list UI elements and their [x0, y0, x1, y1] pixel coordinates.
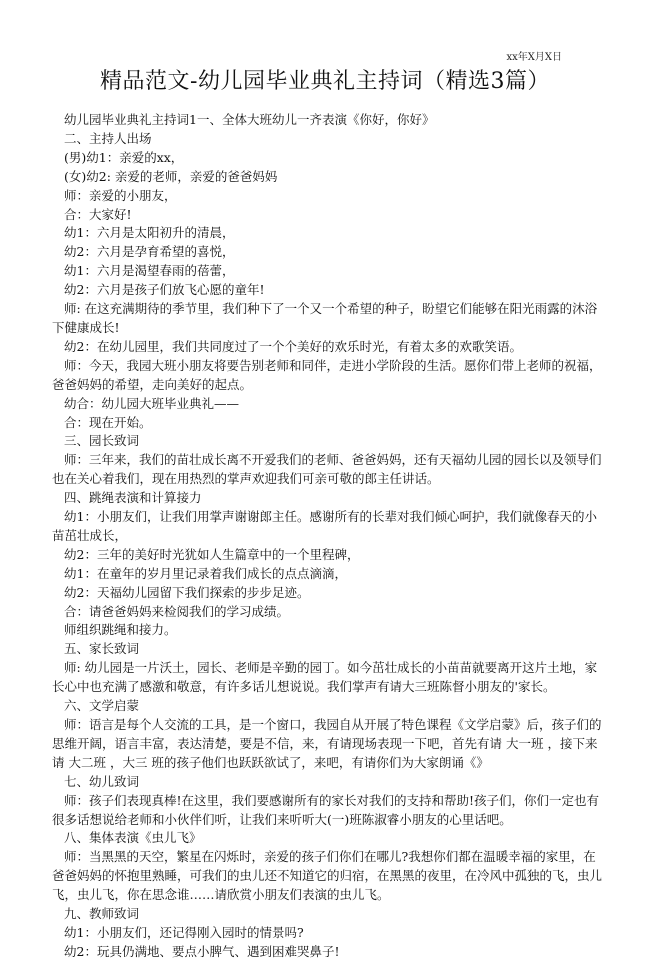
text-line: 下健康成长!	[52, 319, 120, 335]
section-heading: 六、文学启蒙	[64, 698, 140, 714]
section-heading: 五、家长致词	[64, 641, 140, 657]
text-line: 幼2：六月是孩子们放飞心愿的童年!	[64, 282, 265, 298]
text-line: 幼1：六月是太阳初升的清晨，	[64, 225, 235, 241]
section-heading: 二、主持人出场	[64, 130, 152, 146]
section-heading: 四、跳绳表演和计算接力	[64, 490, 202, 506]
text-line: 师：亲爱的小朋友，	[64, 187, 177, 203]
date-stamp: xx年X月X日	[506, 52, 562, 63]
text-line: 合：大家好!	[64, 206, 132, 222]
text-line: 飞，虫儿飞，你在思念谁……请欣赏小朋友们表演的虫儿飞。	[52, 887, 390, 903]
text-line: 师：今天，我园大班小朋友将要告别老师和同伴，走进小学阶段的生活。愿你们带上老师的祝福，	[64, 357, 602, 373]
text-line: (男)幼1：亲爱的xx，	[64, 149, 184, 165]
text-line: 幼1：六月是渴望春雨的蓓蕾，	[64, 263, 235, 279]
text-line: 爸爸妈妈的怀抱里熟睡，可我们的虫儿还不知道它的归宿，在黑黑的夜里，在冷风中孤独的飞，虫儿	[52, 868, 603, 884]
text-line: 也在关心着我们，现在用热烈的掌声欢迎我们可亲可敬的郎主任讲话。	[52, 471, 440, 487]
text-line: 师: 幼儿园是一片沃土，园长、老师是辛勤的园丁。如今茁壮成长的小苗苗就要离开这片土地，家	[64, 660, 598, 676]
section-heading: 八、集体表演《虫儿飞》	[64, 830, 202, 846]
text-line: 师组织跳绳和接力。	[64, 622, 177, 638]
text-line: 幼2：天福幼儿园留下我们探索的步步足迹。	[64, 584, 310, 600]
text-line: 幼2：玩具仍满地、要点小脾气、遇到困难哭鼻子!	[64, 943, 340, 959]
text-line: 师：语言是每个人交流的工具，是一个窗口，我园自从开展了特色课程《文学启蒙》后，孩子们的	[64, 717, 602, 732]
text-line: 师：当黑黑的天空，繁星在闪烁时，亲爱的孩子们你们在哪儿?我想你们都在温暖幸福的家里，在	[64, 849, 596, 865]
text-line: 幼2：在幼儿园里，我们共同度过了一个个美好的欢乐时光，有着太多的欢歌笑语。	[64, 338, 522, 354]
text-line: 幼合：幼儿园大班毕业典礼——	[64, 395, 240, 411]
text-line: 幼1：在童年的岁月里记录着我们成长的点点滴滴，	[64, 565, 347, 581]
document-title: 精品范文-幼儿园毕业典礼主持词（精选3篇）	[100, 69, 550, 94]
text-line: 思维开阔，语言丰富，表达清楚，要是不信，来，有请现场表现一下吧，首先有请 大一班 ，接下来	[52, 735, 598, 751]
text-line: 幼2：三年的美好时光犹如人生篇章中的一个里程碑，	[64, 546, 360, 562]
section-heading: 九、教师致词	[64, 906, 140, 922]
text-line: 请 大二班 ，大三 班的孩子他们也跃跃欲试了，来吧，有请你们为大家朗诵《》	[52, 754, 489, 770]
text-line: 爸爸妈妈的希望，走向美好的起点。	[52, 376, 253, 392]
text-line: 师：三年来，我们的苗壮成长离不开爱我们的老师、爸爸妈妈，还有天福幼儿园的园长以及领导们	[64, 452, 602, 468]
text-line: (女)幼2: 亲爱的老师，亲爱的爸爸妈妈	[64, 168, 278, 184]
text-line: 幼1：小朋友们，还记得刚入园时的情景吗?	[64, 924, 304, 940]
text-line: 幼1：小朋友们，让我们用掌声谢谢郎主任。感谢所有的长辈对我们倾心呵护，我们就像春天的小	[64, 509, 597, 525]
text-line: 合：请爸爸妈妈来检阅我们的学习成绩。	[64, 603, 290, 619]
text-line: 苗茁壮成长，	[52, 527, 128, 543]
text-line: 幼2：六月是孕育希望的喜悦，	[64, 244, 235, 260]
document-body	[52, 111, 608, 962]
text-line: 很多话想说给老师和小伙伴们听，让我们来听听大(一)班陈淑睿小朋友的心里话吧。	[52, 811, 512, 827]
text-line: 幼儿园毕业典礼主持词1一、全体大班幼儿一齐表演《你好，你好》	[64, 112, 435, 127]
text-line: 师: 在这充满期待的季节里，我们种下了一个又一个希望的种子，盼望它们能够在阳光雨露的沐浴	[64, 301, 598, 317]
section-heading: 七、幼儿致词	[64, 773, 140, 789]
text-line: 师：孩子们表现真棒!在这里，我们要感谢所有的家长对我们的支持和帮助!孩子们，你们一定也有	[64, 792, 600, 808]
text-line: 合：现在开始。	[64, 414, 152, 430]
section-heading: 三、园长致词	[64, 433, 140, 449]
text-line: 长心中也充满了感激和敬意，有许多话儿想说说。我们掌声有请大三班陈督小朋友的'家长。	[52, 679, 556, 695]
